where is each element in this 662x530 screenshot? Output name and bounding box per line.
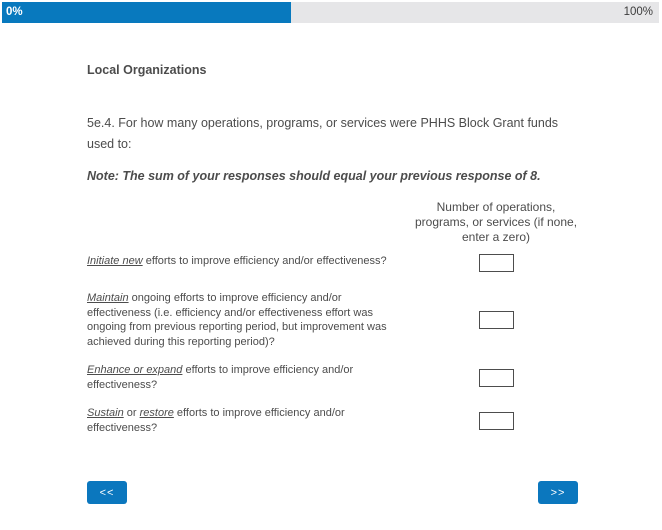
section-title: Local Organizations [87,63,207,77]
row-label-emphasis: restore [139,407,174,419]
note-text: Note: The sum of your responses should equal your previous response of 8. [87,169,541,183]
row-label-enhance-expand [87,363,407,406]
row-label-text: efforts to improve efficiency and/or effectiveness? [87,364,354,391]
table-row [87,254,585,291]
next-page-button[interactable]: >> [538,481,578,504]
row-label-emphasis: Sustain [87,407,124,419]
row-label-emphasis: Maintain [87,292,129,304]
initiate-new-count-input[interactable] [479,254,514,272]
row-label-text: efforts to improve efficiency and/or effectiveness? [142,255,387,267]
column-header-row [87,200,585,254]
row-label-initiate-new [87,254,407,291]
progress-fill [2,2,291,23]
enhance-expand-count-input[interactable] [479,369,514,387]
navigation-footer [87,481,578,504]
row-label-sustain-restore [87,406,407,449]
question-text: 5e.4. For how many operations, programs, or services were PHHS Block Grant funds used to: [87,116,559,151]
previous-page-button[interactable]: << [87,481,127,504]
progress-min-label: 0% [6,6,23,18]
row-label-text: ongoing efforts to improve efficiency and/or effectiveness (i.e. efficiency and/or effectiveness effort was ongoing from previous reporting period, but improvement was achieved during this reporting period)? [87,292,387,348]
progress-bar [2,2,659,23]
sustain-restore-count-input[interactable] [479,412,514,430]
row-label-emphasis: Enhance or expand [87,364,183,376]
table-row [87,406,585,449]
column-header [407,200,585,254]
column-header-line: enter a zero) [461,230,531,244]
maintain-count-input[interactable] [479,311,514,329]
row-label-maintain [87,291,407,363]
question-content [87,63,587,449]
progress-max-label: 100% [623,6,653,18]
table-row [87,291,585,363]
table-row [87,363,585,406]
row-label-text: or [123,407,140,419]
row-label-text: efforts to improve efficiency and/or effectiveness? [87,407,345,434]
response-table [87,200,585,449]
column-header-line: programs, or services (if none, [414,215,578,229]
column-header-line: Number of operations, [436,200,556,214]
row-label-emphasis: Initiate new [87,255,143,267]
